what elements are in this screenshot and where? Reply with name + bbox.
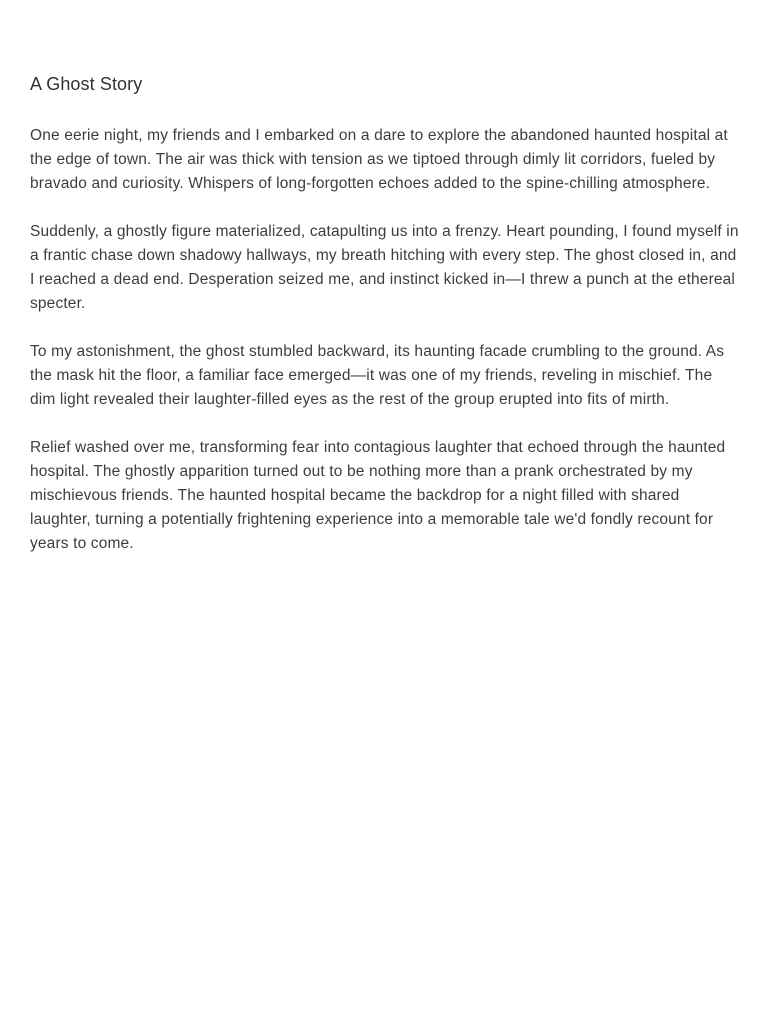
paragraph-4: Relief washed over me, transforming fear into contagious laughter that echoed through the haunted hospital. The ghostly apparition turned out to be nothing more than a prank orchestrated by my mischievous friends. The haunted hospital became the backdrop for a night filled with shared laughter, turning a potentially frightening experience into a memorable tale we'd fondly recount for years to come. (30, 439, 726, 552)
document-body (30, 72, 742, 580)
document-title: A Ghost Story (30, 74, 143, 94)
paragraph-2: Suddenly, a ghostly figure materialized, catapulting us into a frenzy. Heart pounding, I found myself in a frantic chase down shadowy hallways, my breath hitching with every step. The ghost closed in, and I reached a dead end. Desperation seized me, and instinct kicked in—I threw a punch at the ethereal specter. (30, 223, 739, 312)
paragraph-1: One eerie night, my friends and I embarked on a dare to explore the abandoned haunted hospital at the edge of town. The air was thick with tension as we tiptoed through dimly lit corridors, fueled by bravado and curiosity. Whispers of long-forgotten echoes added to the spine-chilling atmosphere. (30, 127, 728, 192)
paragraph-3: To my astonishment, the ghost stumbled backward, its haunting facade crumbling to the ground. As the mask hit the floor, a familiar face emerged—it was one of my friends, reveling in mischief. The dim light revealed their laughter-filled eyes as the rest of the group erupted into fits of mirth. (30, 343, 725, 408)
